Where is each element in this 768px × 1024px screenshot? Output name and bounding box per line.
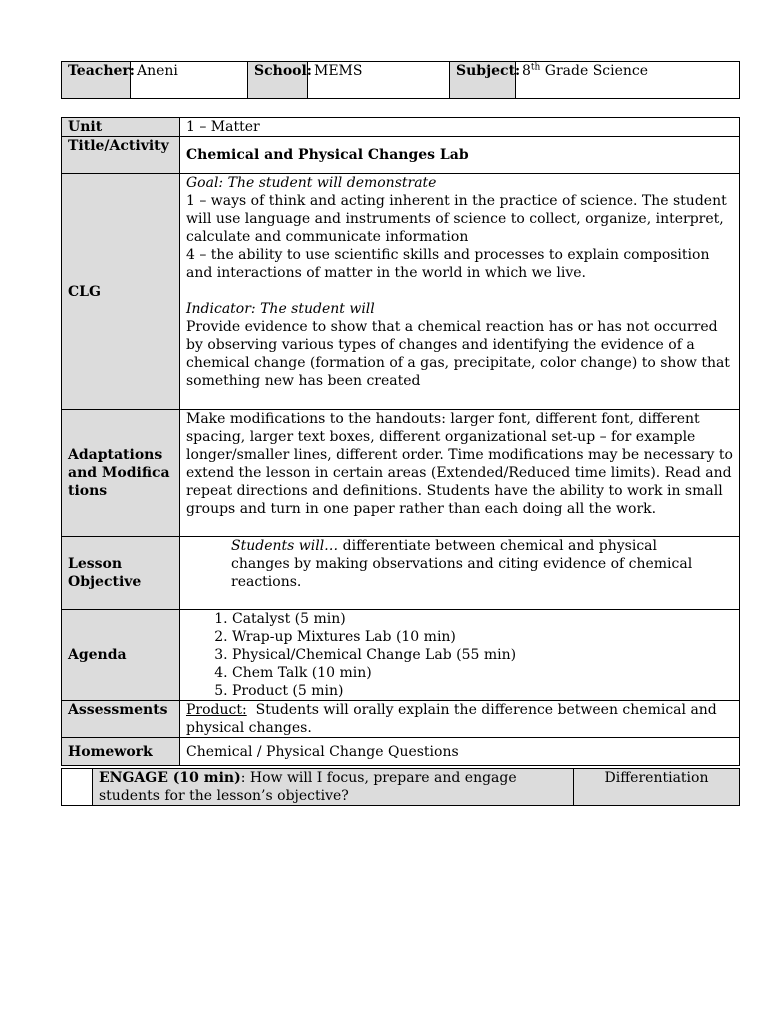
list-item: 1. Catalyst (5 min)	[232, 610, 733, 628]
list-item: 4. Chem Talk (10 min)	[232, 664, 733, 682]
homework-value: Chemical / Physical Change Questions	[180, 738, 740, 766]
agenda-label: Agenda	[62, 610, 180, 701]
clg-content	[180, 174, 740, 410]
list-item: 2. Wrap-up Mixtures Lab (10 min)	[232, 628, 733, 646]
engage-text: : How will I focus, prepare and engage students for the lesson’s objective?	[99, 770, 517, 804]
list-item: 3. Physical/Chemical Change Lab (55 min)	[232, 646, 733, 664]
clg-goal-1: 1 – ways of think and acting inherent in the practice of science. The student will use language and instruments of science to collect, organize, interpret, calculate and communicate information	[186, 193, 727, 245]
objective-text: differentiate between chemical and physical changes by making observations and citing evidence of chemical reactions.	[231, 538, 693, 590]
engage-table	[61, 768, 740, 806]
objective-label: Lesson Objective	[62, 537, 180, 610]
grade-subject: Grade Science	[540, 63, 649, 79]
engage-spacer	[62, 769, 93, 806]
grade-suffix: th	[530, 62, 541, 73]
school-label: School:	[248, 62, 308, 99]
school-value: MEMS	[308, 62, 450, 99]
agenda-content	[180, 610, 740, 701]
unit-value: 1 – Matter	[180, 118, 740, 137]
grade-number: 8	[522, 63, 531, 79]
lesson-plan-table	[61, 117, 740, 766]
teacher-label: Teacher:	[62, 62, 131, 99]
assessments-content	[180, 701, 740, 738]
list-item: 5. Product (5 min)	[232, 682, 733, 700]
clg-indicator-heading: Indicator: The student will	[186, 301, 375, 317]
header-table	[61, 61, 740, 99]
assessments-label: Assessments	[62, 701, 180, 738]
clg-goal-heading: Goal: The student will demonstrate	[186, 175, 437, 191]
engage-prompt	[93, 769, 574, 806]
title-label: Title/Activity	[62, 137, 180, 174]
objective-content	[180, 537, 740, 610]
adaptations-label: Adaptations and Modifications	[62, 410, 180, 537]
agenda-list	[186, 610, 733, 700]
differentiation-header: Differentiation	[574, 769, 740, 806]
unit-label: Unit	[62, 118, 180, 137]
assessment-lead: Product:	[186, 702, 247, 718]
engage-heading: ENGAGE (10 min)	[99, 770, 241, 786]
teacher-value: Aneni	[131, 62, 248, 99]
title-value: Chemical and Physical Changes Lab	[180, 137, 740, 174]
clg-indicator-text: Provide evidence to show that a chemical reaction has or has not occurred by observing various types of changes and identifying the evidence of a chemical change (formation of a gas, precipitate, color change) to show that something new has been created	[186, 319, 730, 389]
assessment-text: Students will orally explain the difference between chemical and physical changes.	[186, 702, 722, 736]
subject-label: Subject:	[450, 62, 516, 99]
adaptations-content: Make modifications to the handouts: larger font, different font, different spacing, larger text boxes, different organizational set-up – for example longer/smaller lines, different order. Time modifications may be necessary to extend the lesson in certain areas (Extended/Reduced time limits). Read and repeat directions and definitions. Students have the ability to work in small groups and turn in one paper rather than each doing all the work.	[180, 410, 740, 537]
objective-lead: Students will…	[231, 538, 339, 554]
subject-value	[516, 62, 740, 99]
homework-label: Homework	[62, 738, 180, 766]
clg-goal-4: 4 – the ability to use scientific skills and processes to explain composition and interactions of matter in the world in which we live.	[186, 247, 710, 281]
clg-label: CLG	[62, 174, 180, 410]
